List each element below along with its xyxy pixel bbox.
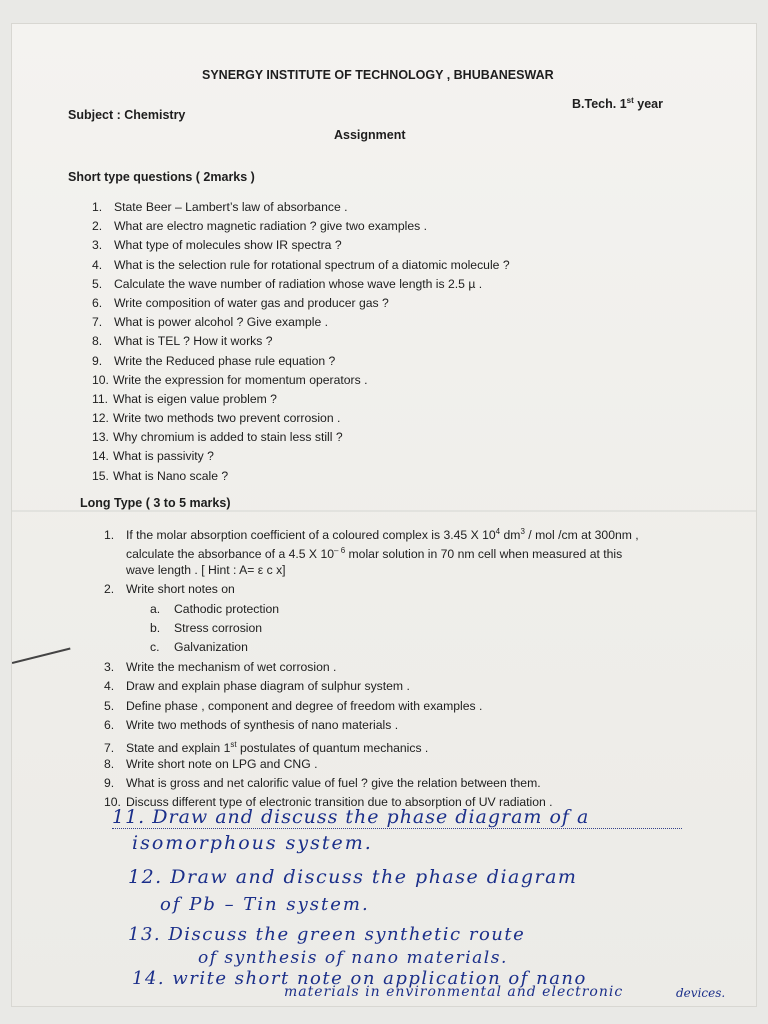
question-number: 4.	[92, 257, 103, 272]
list-item	[104, 677, 639, 696]
question-text: What is power alcohol ? Give example .	[114, 315, 329, 330]
list-item	[92, 352, 510, 371]
list-item	[92, 390, 510, 409]
list-item	[92, 409, 510, 428]
question-text: What is Nano scale ?	[113, 468, 229, 483]
question-number: 6.	[104, 717, 115, 732]
list-item	[104, 580, 639, 599]
q1-text-part: dm	[500, 528, 521, 542]
question-text: Write the mechanism of wet corrosion .	[126, 659, 337, 674]
q1-text-part: molar solution in 70 nm cell when measured at this	[345, 547, 623, 562]
list-item	[92, 236, 510, 255]
question-number: 10.	[92, 372, 109, 387]
short-section-heading: Short type questions ( 2marks )	[68, 170, 255, 184]
institute-name: SYNERGY INSTITUTE OF TECHNOLOGY , BHUBANESWAR	[202, 68, 554, 82]
list-item	[92, 275, 510, 294]
year-label	[572, 96, 663, 111]
paper-fold	[12, 510, 756, 512]
question-number: 11.	[92, 391, 109, 406]
handwritten-question-14-cont: materials in environmental and electronic	[284, 984, 624, 1000]
sub-text: Stress corrosion	[174, 620, 263, 635]
question-text	[126, 528, 639, 542]
sub-item	[104, 600, 639, 619]
list-item	[92, 332, 510, 351]
question-number: 10.	[104, 795, 121, 810]
question-text: Write short notes on	[126, 582, 235, 597]
handwritten-question-11-cont: isomorphous system.	[132, 832, 373, 854]
question-text: Define phase , component and degree of freedom with examples .	[126, 698, 483, 713]
question-text: Write two methods two prevent corrosion .	[113, 411, 341, 426]
q1-text-part: calculate the absorbance of a 4.5 X 10	[126, 547, 335, 562]
question-text: What is gross and net calorific value of fuel ? give the relation between them.	[126, 776, 541, 791]
question-text: Write the expression for momentum operators .	[113, 372, 368, 387]
question-number: 8.	[92, 334, 103, 349]
pen-mark	[12, 648, 70, 664]
question-number: 9.	[104, 776, 115, 791]
q1-text-part: If the molar absorption coefficient of a coloured complex is 3.45 X 10	[126, 528, 496, 542]
question-text: What is TEL ? How it works ?	[114, 334, 273, 349]
question-text: Draw and explain phase diagram of sulphur system .	[126, 679, 410, 694]
list-item	[92, 198, 510, 217]
question-number: 7.	[92, 315, 103, 330]
q1-sup: 4	[495, 527, 501, 536]
question-number: 8.	[104, 756, 115, 771]
question-text: Write short note on LPG and CNG .	[126, 756, 318, 771]
handwritten-question-12: 12. Draw and discuss the phase diagram	[128, 866, 578, 888]
list-item	[104, 735, 639, 754]
question-number: 2.	[92, 219, 103, 234]
q7-sup: st	[230, 740, 237, 750]
list-item	[104, 522, 639, 541]
q1-sup: 3	[520, 527, 525, 536]
question-number: 12.	[92, 411, 109, 426]
question-text: Calculate the wave number of radiation whose wave length is 2.5 µ .	[114, 276, 483, 291]
list-item	[104, 774, 639, 793]
question-text: What is the selection rule for rotational spectrum of a diatomic molecule ?	[114, 257, 510, 272]
dotted-rule	[112, 828, 682, 830]
assignment-sheet	[12, 24, 756, 1006]
q7-text-part: State and explain 1	[126, 741, 231, 756]
question-number: 5.	[104, 698, 115, 713]
question-continuation: wave length . [ Hint : A= ε c x]	[126, 562, 286, 577]
question-text: What is eigen value problem ?	[113, 391, 277, 406]
list-item	[92, 428, 510, 447]
list-item	[92, 294, 510, 313]
handwritten-question-14-end: devices.	[676, 986, 726, 1000]
subject-label: Subject : Chemistry	[68, 108, 186, 122]
handwritten-question-14: 14. write short note on application of nano	[132, 968, 587, 989]
question-text: Discuss different type of electronic transition due to absorption of UV radiation .	[126, 795, 553, 810]
question-number: 2.	[104, 582, 115, 597]
q1-sup: – 6	[334, 546, 346, 556]
short-question-list	[92, 198, 510, 486]
sub-item	[104, 638, 639, 657]
question-number: 9.	[92, 353, 103, 368]
question-text: Why chromium is added to stain less still ?	[113, 430, 343, 445]
question-number: 1.	[104, 528, 115, 542]
list-item	[104, 658, 639, 677]
q1-text-part: / mol /cm at 300nm ,	[524, 528, 639, 542]
year-prefix: B.Tech. 1	[572, 97, 627, 111]
sub-letter: c.	[150, 640, 160, 655]
sub-letter: b.	[150, 620, 161, 635]
question-number: 5.	[92, 276, 103, 291]
handwritten-question-13-cont: of synthesis of nano materials.	[198, 948, 508, 968]
handwritten-question-13: 13. Discuss the green synthetic route	[128, 924, 526, 945]
question-text: Write two methods of synthesis of nano materials .	[126, 717, 399, 732]
page-title: Assignment	[334, 128, 406, 142]
question-number: 14.	[92, 449, 109, 464]
handwritten-question-11: 11. Draw and discuss the phase diagram of a	[112, 806, 590, 828]
question-number: 13.	[92, 430, 109, 445]
question-text: What type of molecules show IR spectra ?	[114, 238, 342, 253]
list-item	[92, 313, 510, 332]
list-item	[92, 256, 510, 275]
question-text	[126, 741, 428, 755]
sub-text: Cathodic protection	[174, 601, 280, 616]
question-number: 1.	[92, 200, 103, 214]
question-text: What is passivity ?	[113, 449, 214, 464]
question-text: What are electro magnetic radiation ? give two examples .	[114, 219, 427, 234]
question-text: Write the Reduced phase rule equation ?	[114, 353, 336, 368]
question-number: 7.	[104, 741, 115, 756]
question-number: 3.	[104, 659, 115, 674]
question-continuation	[104, 541, 639, 560]
list-item	[92, 447, 510, 466]
handwritten-question-12-cont: of Pb – Tin system.	[160, 894, 370, 915]
question-number: 15.	[92, 468, 109, 483]
list-item	[92, 217, 510, 236]
sub-text: Galvanization	[174, 640, 248, 655]
question-number: 3.	[92, 238, 103, 253]
long-question-list	[104, 522, 639, 813]
question-number: 4.	[104, 679, 115, 694]
list-item	[104, 716, 639, 735]
year-sup: st	[626, 96, 634, 105]
question-number: 6.	[92, 295, 103, 310]
list-item	[104, 697, 639, 716]
list-item	[92, 467, 510, 486]
list-item	[92, 371, 510, 390]
list-item	[104, 755, 639, 774]
long-section-heading: Long Type ( 3 to 5 marks)	[80, 496, 231, 510]
sub-item	[104, 619, 639, 638]
question-text: Write composition of water gas and producer gas ?	[114, 295, 389, 310]
question-text: State Beer – Lambert’s law of absorbance .	[114, 200, 348, 214]
year-suffix: year	[633, 97, 663, 111]
sub-letter: a.	[150, 601, 161, 616]
q7-text-part: postulates of quantum mechanics .	[236, 741, 429, 756]
